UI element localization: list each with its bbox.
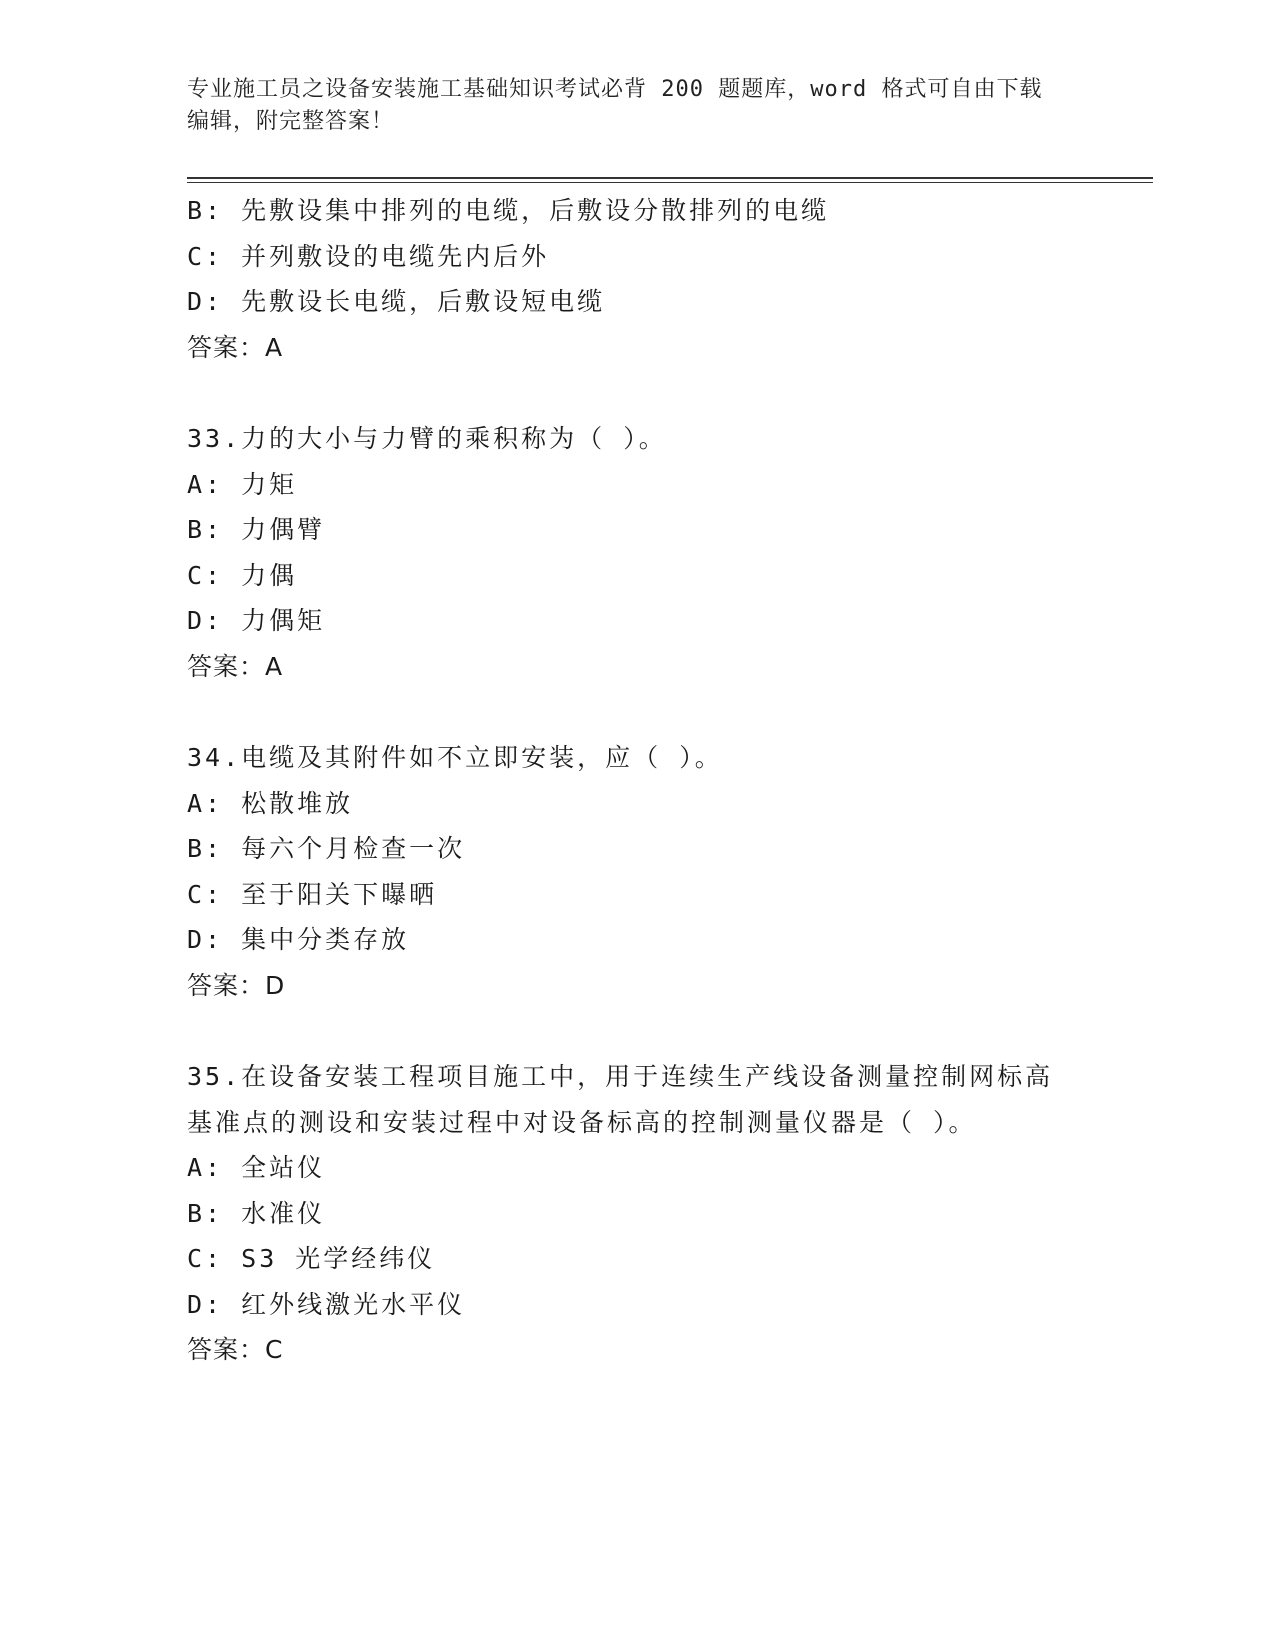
option-c: C: 并列敷设的电缆先内后外 [187,241,550,271]
option-a: A: 全站仪 [187,1153,326,1182]
document-header [187,74,1087,138]
option-d: D: 力偶矩 [187,606,326,635]
option-b: B: 水准仪 [187,1198,326,1228]
spacer [187,370,1087,416]
answer-line: 答案：D [187,970,286,1000]
header-divider-top [187,177,1153,179]
option-a: A: 松散堆放 [187,788,354,818]
option-d: D: 红外线激光水平仪 [187,1289,466,1319]
answer-line: 答案：C [187,1335,284,1364]
option-c: C: 至于阳关下曝晒 [187,879,438,909]
question-32-continuation [187,188,1087,370]
spacer [187,689,1087,735]
option-b: B: 每六个月检查一次 [187,834,466,863]
question-text-line-2: 基准点的测设和安装过程中对设备标高的控制测量仪器是（ ）。 [187,1107,977,1137]
option-c: C: 力偶 [187,560,298,590]
question-text-line-1: 35.在设备安装工程项目施工中，用于连续生产线设备测量控制网标高 [187,1062,1054,1091]
option-d: D: 先敷设长电缆，后敷设短电缆 [187,287,606,316]
option-d: D: 集中分类存放 [187,925,410,954]
header-title-line-1: 专业施工员之设备安装施工基础知识考试必背 200 题题库，word 格式可自由下载 [187,77,1043,102]
option-b: B: 先敷设集中排列的电缆，后敷设分散排列的电缆 [187,196,830,225]
header-title-line-2: 编辑，附完整答案！ [187,109,395,134]
spacer [187,1008,1087,1054]
option-b: B: 力偶臂 [187,515,326,544]
question-list [187,188,1087,1373]
header-divider-bottom [187,182,1153,183]
question-text: 34.电缆及其附件如不立即安装，应（ ）。 [187,743,723,772]
option-c: C: S3 光学经纬仪 [187,1244,436,1273]
question-34 [187,735,1087,1008]
option-a: A: 力矩 [187,469,298,499]
question-33 [187,416,1087,689]
question-text: 33.力的大小与力臂的乘积称为（ ）。 [187,424,667,453]
question-35 [187,1054,1087,1373]
answer-line: 答案：A [187,651,284,681]
answer-line: 答案：A [187,332,284,362]
